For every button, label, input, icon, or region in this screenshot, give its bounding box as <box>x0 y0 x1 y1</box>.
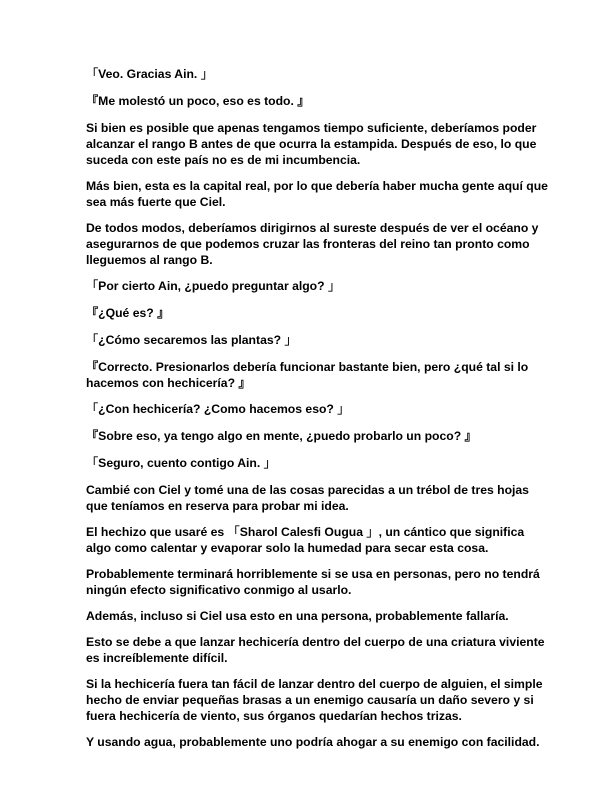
narrative-paragraph: Y usando agua, probablemente uno podría ahogar a su enemigo con facilidad. <box>86 735 540 749</box>
dialogue-line: 『Me molestó un poco, eso es todo. 』 <box>86 94 310 108</box>
dialogue-line: 「¿Con hechicería? ¿Como hacemos eso? 」 <box>86 402 350 416</box>
dialogue-line: 「¿Cómo secaremos las plantas? 」 <box>86 333 297 347</box>
narrative-paragraph: Esto se debe a que lanzar hechicería dentro del cuerpo de una criatura viviente es increíblemente difícil. <box>86 635 545 665</box>
narrative-paragraph: Si la hechicería fuera tan fácil de lanzar dentro del cuerpo de alguien, el simple hecho de enviar pequeñas brasas a un enemigo causaría un daño severo y si fuera hechicería de viento, sus órganos quedarían hechos trizas. <box>86 677 543 723</box>
narrative-paragraph: Probablemente terminará horriblemente si se usa en personas, pero no tendrá ningún efecto significativo conmigo al usarlo. <box>86 567 540 597</box>
narrative-paragraph: Más bien, esta es la capital real, por lo que debería haber mucha gente aquí que sea más fuerte que Ciel. <box>86 179 548 209</box>
narrative-paragraph: Cambié con Ciel y tomé una de las cosas parecidas a un trébol de tres hojas que teníamos en reserva para probar mi idea. <box>86 483 529 513</box>
dialogue-line: 「Por cierto Ain, ¿puedo preguntar algo? 」 <box>86 279 341 293</box>
narrative-paragraph: El hechizo que usaré es 「Sharol Calesfi Ougua 」, un cántico que significa algo como calentar y evaporar solo la humedad para secar esta cosa. <box>86 525 525 555</box>
narrative-paragraph: Además, incluso si Ciel usa esto en una persona, probablemente fallaría. <box>86 609 509 623</box>
dialogue-line: 『Sobre eso, ya tengo algo en mente, ¿puedo probarlo un poco? 』 <box>86 429 477 443</box>
narrative-paragraph: De todos modos, deberíamos dirigirnos al sureste después de ver el océano y asegurarnos de que podemos cruzar las fronteras del reino tan pronto como lleguemos al rango B. <box>86 221 539 267</box>
dialogue-line: 『Correcto. Presionarlos debería funcionar bastante bien, pero ¿qué tal si lo hacemos con hechicería? 』 <box>86 360 529 390</box>
dialogue-line: 「Seguro, cuento contigo Ain. 」 <box>86 456 276 470</box>
dialogue-line: 『¿Qué es? 』 <box>86 306 170 320</box>
narrative-paragraph: Si bien es posible que apenas tengamos tiempo suficiente, deberíamos poder alcanzar el rango B antes de que ocurra la estampida. Después de eso, lo que suceda con este país no es de mi incumbencia. <box>86 121 537 167</box>
dialogue-line: 「Veo. Gracias Ain. 」 <box>86 67 213 81</box>
